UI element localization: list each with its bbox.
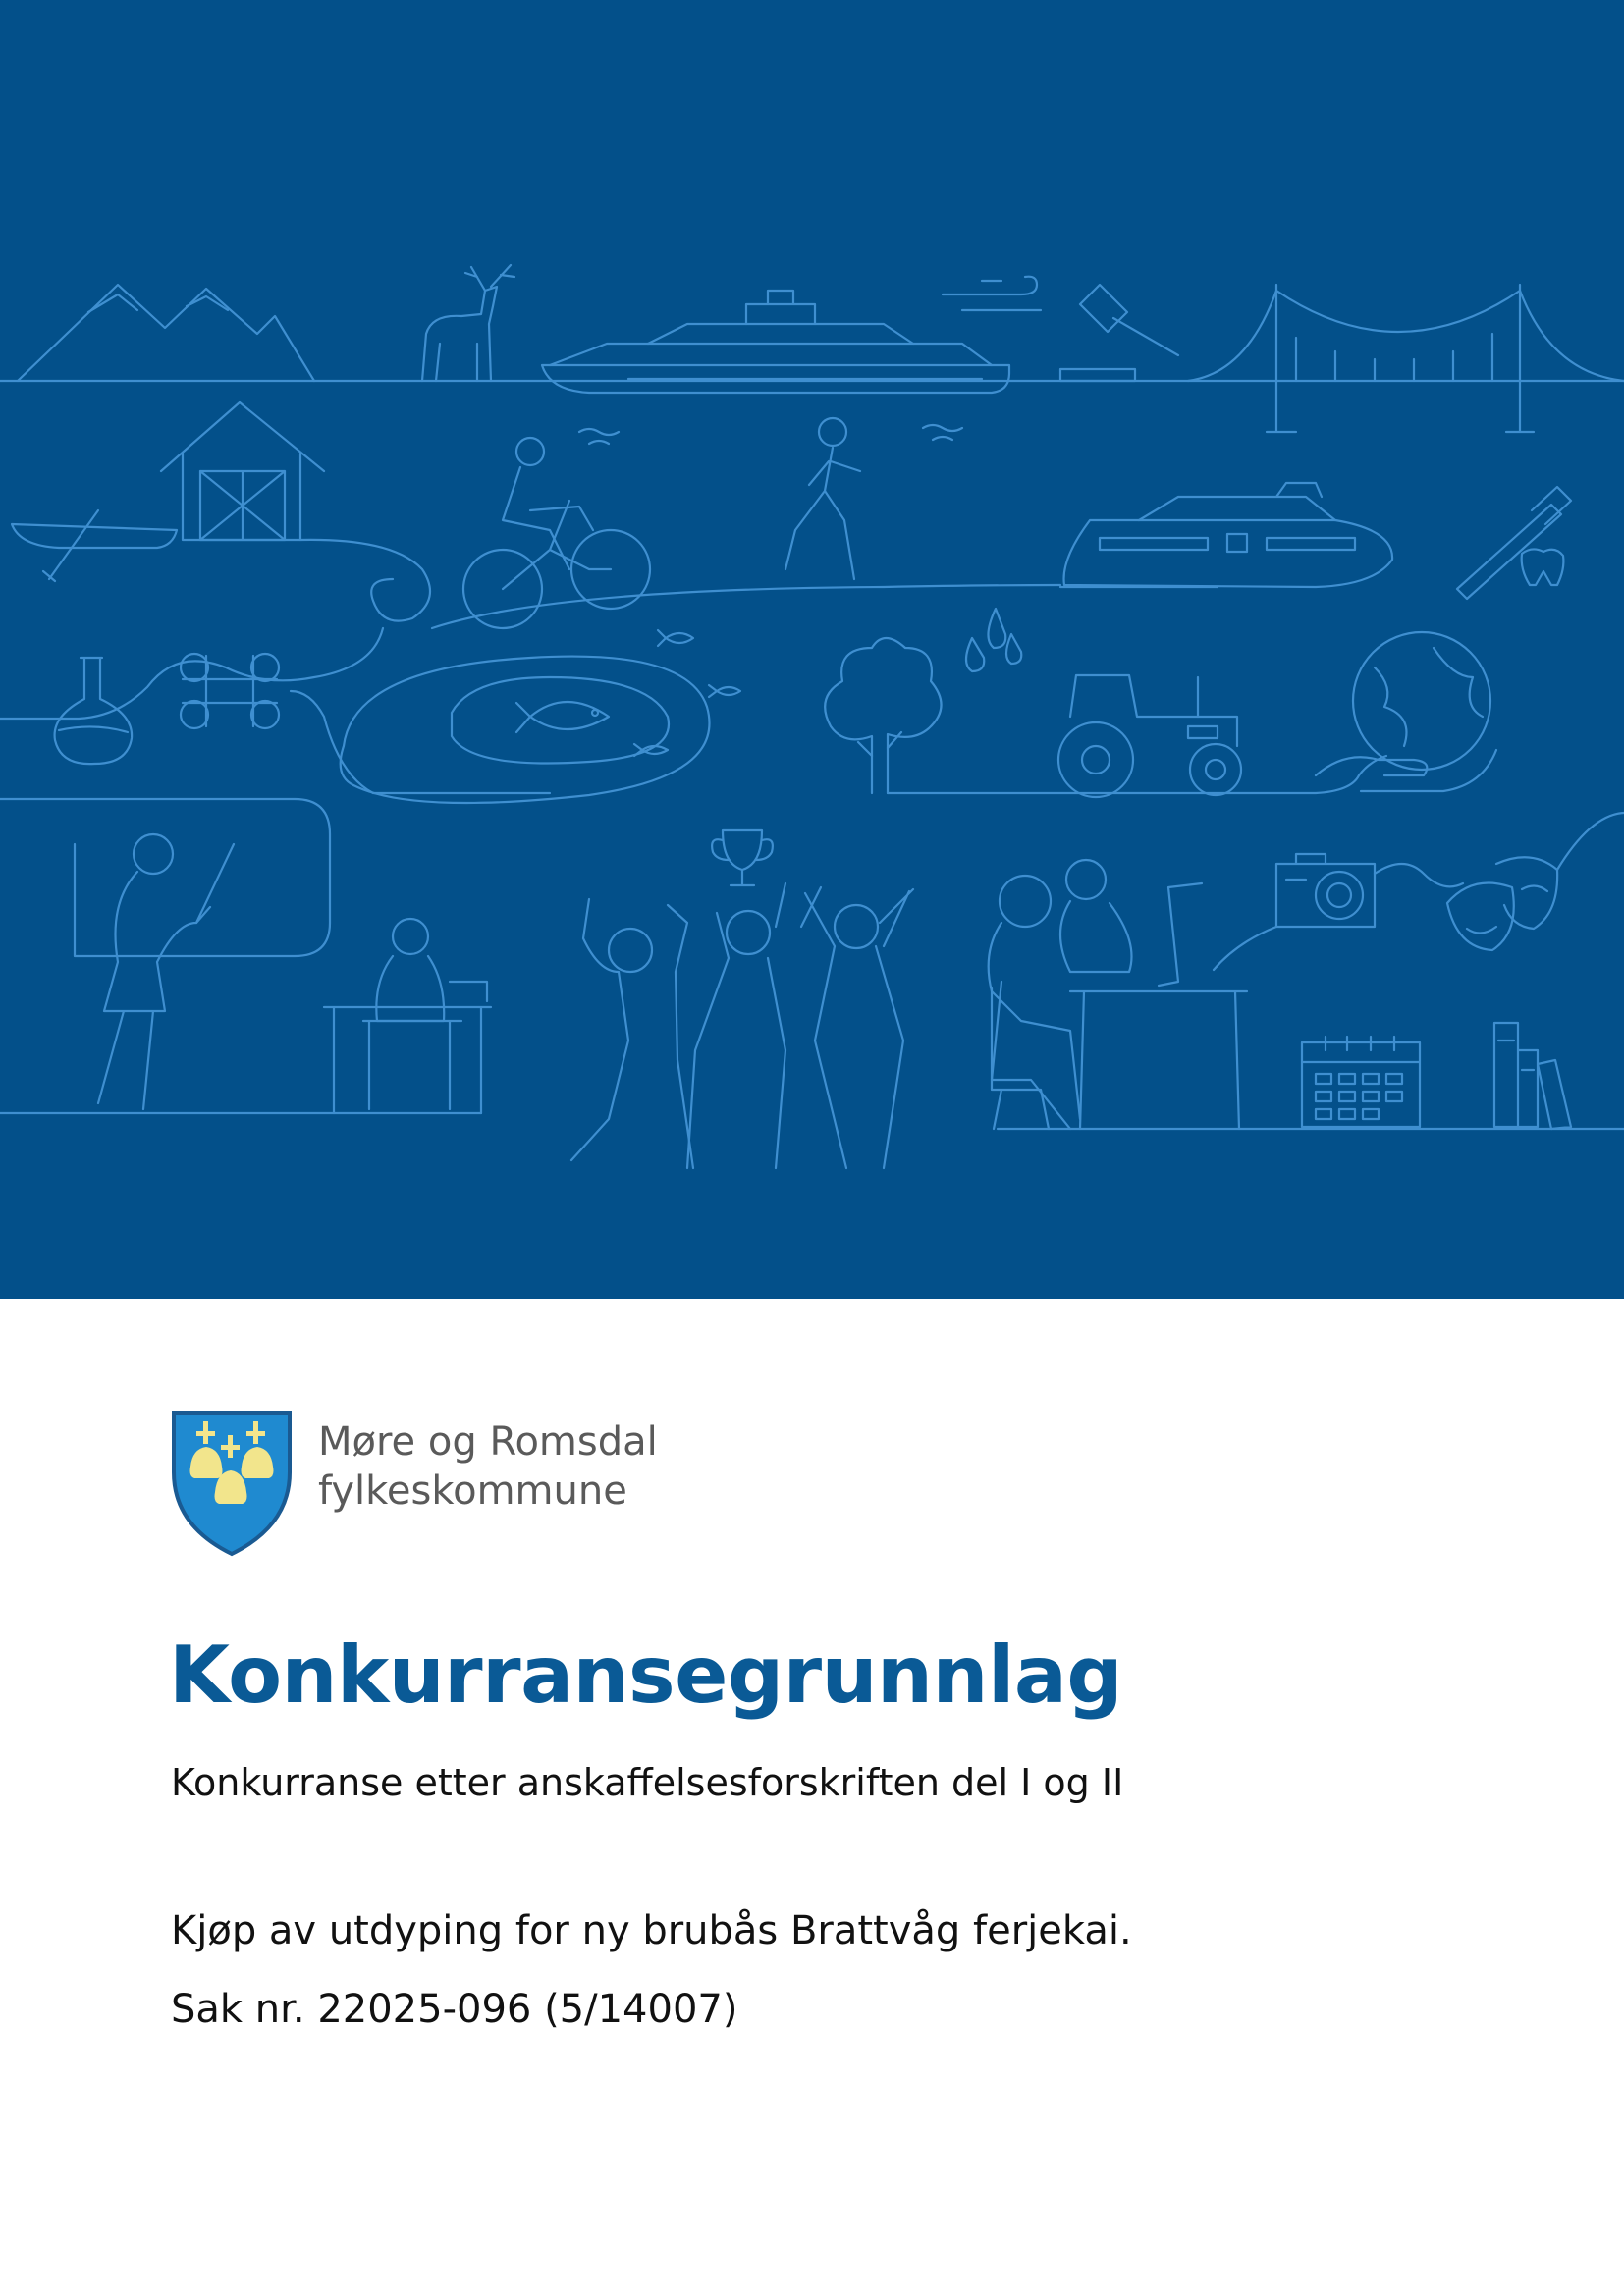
path-line bbox=[432, 585, 1060, 628]
dentist-icon bbox=[989, 860, 1132, 1129]
lake-icon bbox=[341, 657, 710, 803]
toothbrush-icon bbox=[1457, 487, 1571, 599]
path-line bbox=[888, 756, 1386, 793]
county-crest-logo bbox=[171, 1410, 293, 1561]
teacher-icon bbox=[98, 834, 234, 1109]
camera-icon bbox=[1276, 854, 1375, 927]
flask-icon bbox=[55, 658, 133, 764]
crest-icon bbox=[171, 1410, 293, 1557]
classroom-icon bbox=[0, 799, 481, 1113]
globe-hand-icon bbox=[1316, 632, 1496, 791]
bridge-icon bbox=[1188, 285, 1624, 432]
cyclist-icon bbox=[463, 438, 650, 628]
tree-icon bbox=[825, 638, 941, 793]
gavel-icon bbox=[1060, 285, 1178, 381]
cheering-people-icon bbox=[571, 883, 913, 1168]
speedboat-icon bbox=[1064, 483, 1393, 587]
trophy-icon bbox=[712, 830, 773, 885]
document-subtitle: Konkurranse etter anskaffelsesforskriften del I og II bbox=[171, 1761, 1124, 1804]
winding-path bbox=[300, 540, 430, 621]
computer-icon bbox=[998, 883, 1624, 1129]
fish-icon bbox=[709, 685, 740, 697]
mountains-icon bbox=[18, 285, 314, 381]
fish-icon bbox=[658, 630, 693, 646]
boathouse-icon bbox=[161, 402, 324, 540]
theatre-masks-icon bbox=[1447, 813, 1624, 950]
document-title: Konkurransegrunnlag bbox=[169, 1629, 1123, 1721]
fish-icon bbox=[516, 702, 609, 732]
books-icon bbox=[1494, 1023, 1571, 1129]
tractor-icon bbox=[1058, 675, 1241, 797]
ferry-icon bbox=[542, 291, 1009, 393]
ripple-icon bbox=[923, 425, 962, 440]
path-line bbox=[291, 691, 550, 793]
student-icon bbox=[324, 919, 491, 1113]
organization-name-line2: fylkeskommune bbox=[318, 1468, 627, 1514]
case-number: Sak nr. 22025-096 (5/14007) bbox=[171, 1987, 738, 2032]
deer-icon bbox=[422, 265, 514, 381]
procurement-description: Kjøp av utdyping for ny brubås Brattvåg ferjekai. bbox=[171, 1908, 1132, 1953]
winding-path bbox=[0, 628, 383, 719]
organization-name-line1: Møre og Romsdal bbox=[318, 1419, 658, 1465]
ripple-icon bbox=[579, 429, 619, 444]
path-line bbox=[1214, 864, 1463, 970]
wind-icon bbox=[943, 277, 1041, 310]
boat-icon bbox=[12, 510, 177, 581]
droplets-icon bbox=[966, 609, 1021, 671]
organization-name bbox=[318, 1417, 658, 1516]
calendar-icon bbox=[1302, 1037, 1420, 1127]
command-knot-icon bbox=[181, 654, 279, 728]
runner-icon bbox=[785, 418, 860, 579]
tooth-icon bbox=[1522, 549, 1564, 585]
